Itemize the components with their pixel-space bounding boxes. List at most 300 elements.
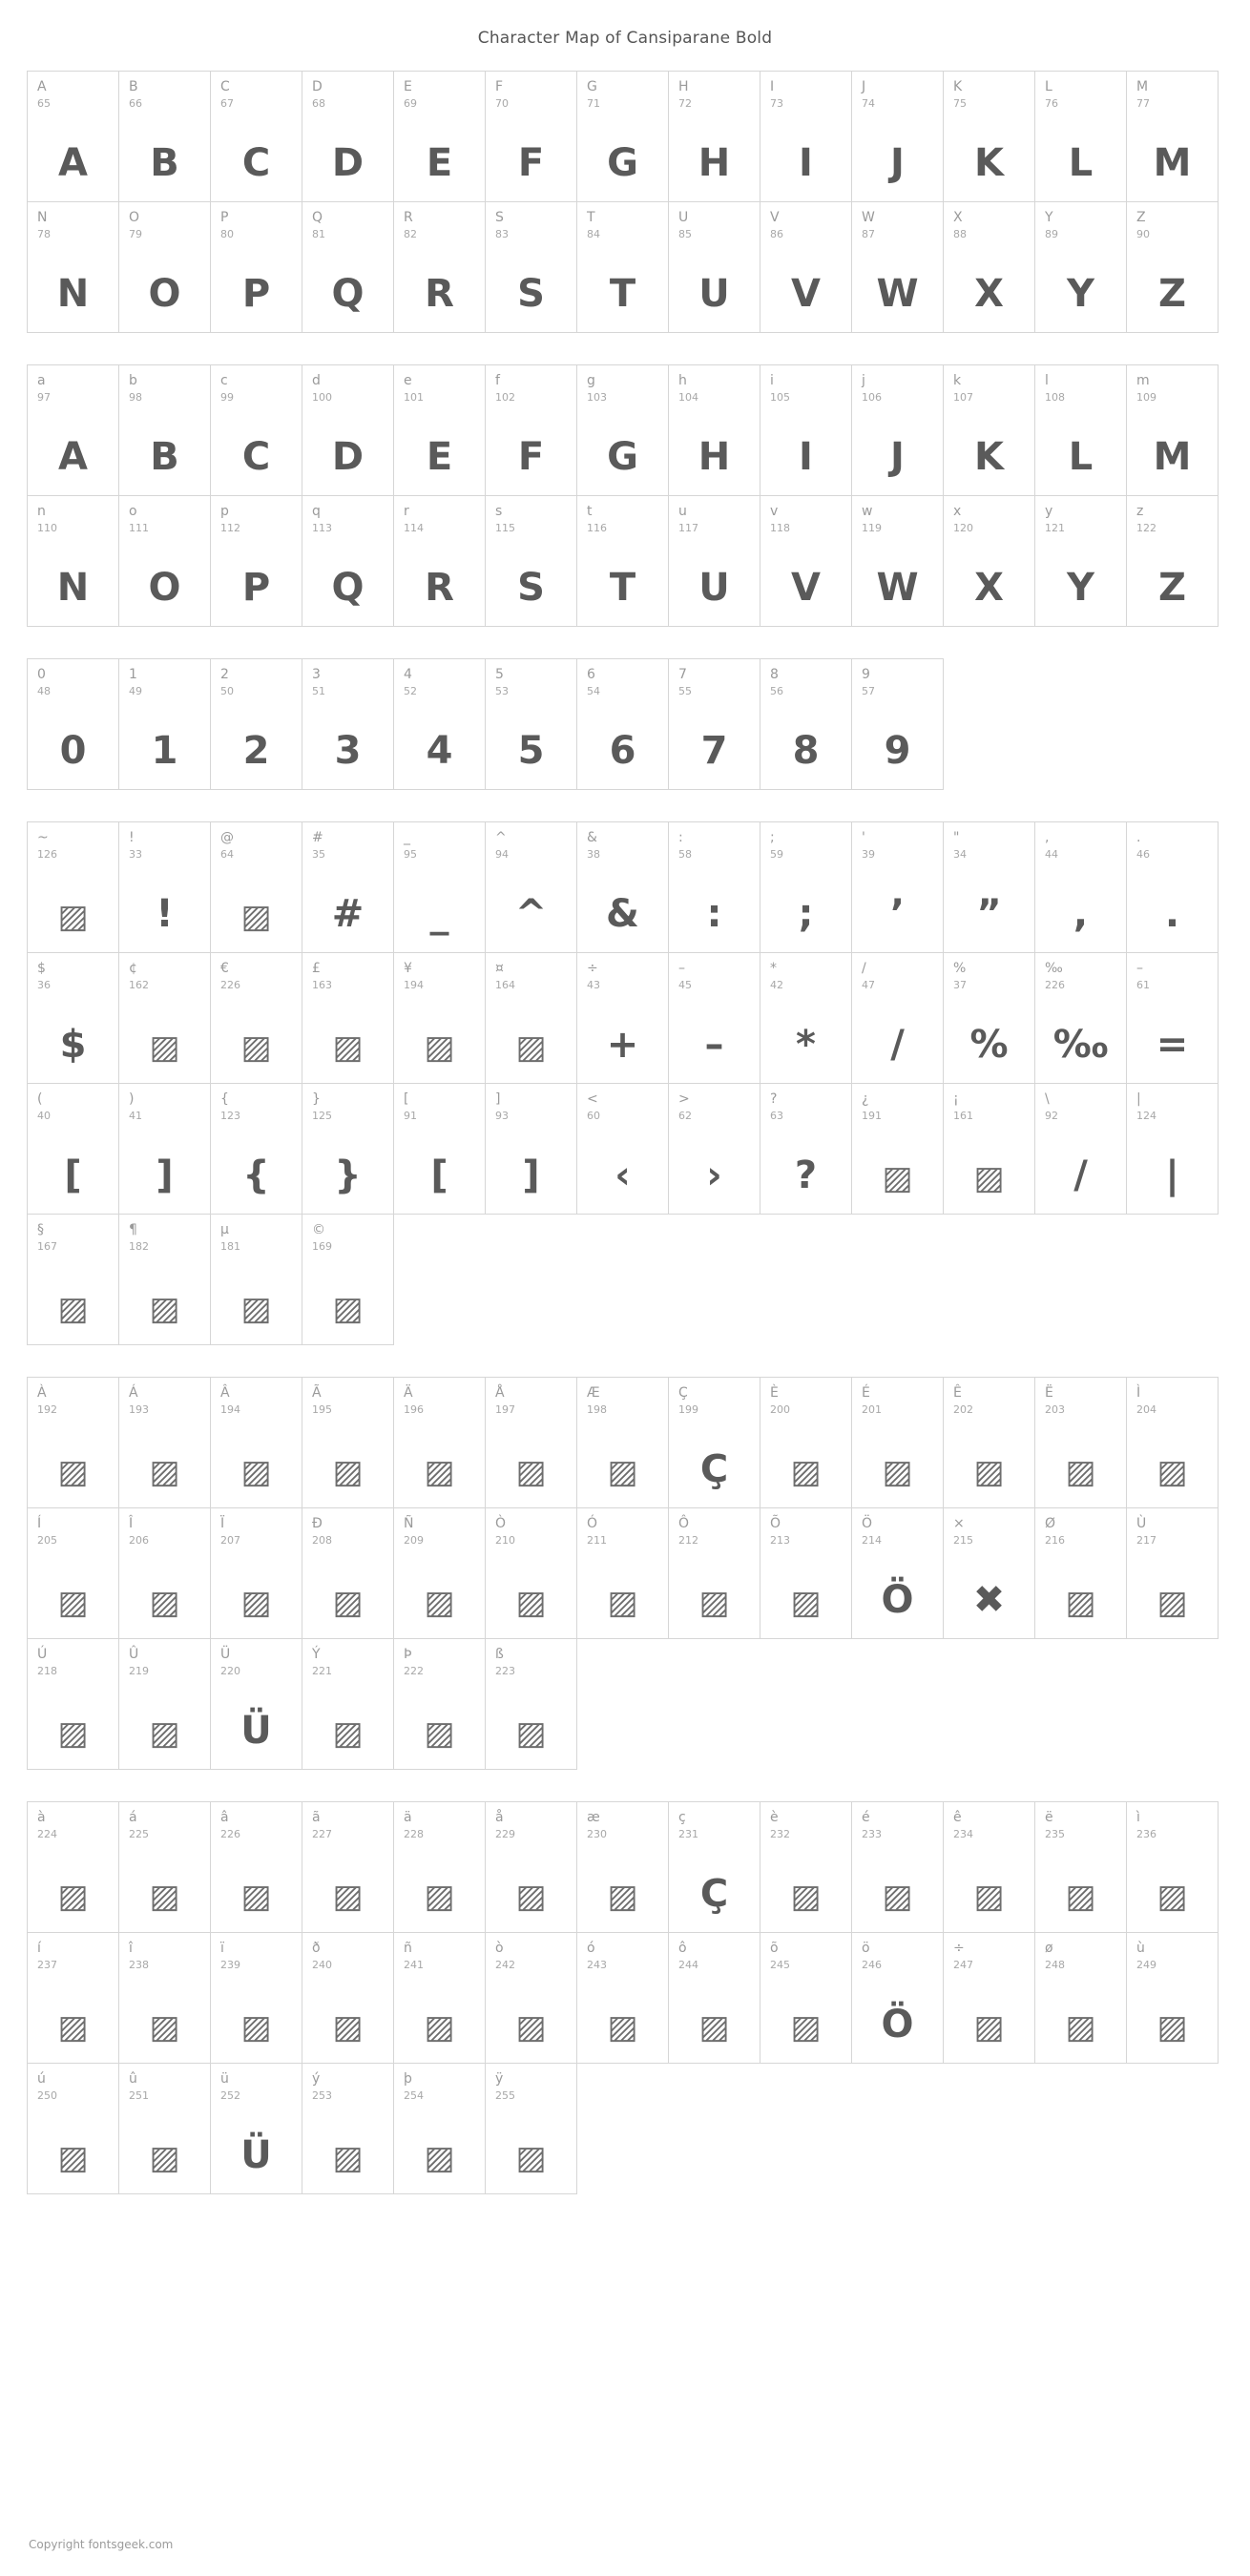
glyph-code-label: 248 xyxy=(1045,1959,1065,1971)
glyph-cell[interactable] xyxy=(668,1507,760,1639)
glyph-code-label: 194 xyxy=(404,979,424,991)
glyph-preview: ^ xyxy=(514,892,548,936)
glyph-preview: 7 xyxy=(700,729,728,773)
glyph-char-label: F xyxy=(495,79,504,94)
glyph-char-label: & xyxy=(587,830,597,845)
glyph-code-label: 169 xyxy=(312,1240,332,1253)
glyph-char-label: x xyxy=(953,504,962,519)
glyph-cell[interactable] xyxy=(27,1801,119,1933)
glyph-cell[interactable] xyxy=(485,2063,577,2194)
glyph-preview: . xyxy=(1164,892,1180,936)
glyph-cell[interactable] xyxy=(302,201,394,333)
glyph-cell[interactable] xyxy=(393,364,486,496)
glyph-char-label: ó xyxy=(587,1941,595,1956)
glyph-cell[interactable] xyxy=(118,364,211,496)
glyph-cell[interactable] xyxy=(118,1932,211,2064)
glyph-char-label: ÷ xyxy=(587,961,598,976)
glyph-cell[interactable] xyxy=(576,364,669,496)
glyph-char-label: Ý xyxy=(312,1647,321,1662)
glyph-cell[interactable] xyxy=(27,71,119,202)
glyph-notdef-icon: ▨ xyxy=(515,2139,547,2177)
glyph-char-label: Ê xyxy=(953,1385,962,1401)
glyph-cell[interactable] xyxy=(485,658,577,790)
glyph-char-label: ‰ xyxy=(1045,961,1063,976)
charmap-row xyxy=(27,1638,1231,1769)
glyph-cell[interactable] xyxy=(851,71,944,202)
glyph-cell[interactable] xyxy=(851,1377,944,1508)
glyph-cell[interactable] xyxy=(943,1801,1035,1933)
glyph-code-label: 91 xyxy=(404,1110,417,1122)
glyph-char-label: Å xyxy=(495,1385,505,1401)
glyph-char-label: @ xyxy=(220,830,234,845)
glyph-char-label: ¡ xyxy=(953,1091,959,1107)
glyph-cell[interactable] xyxy=(485,1507,577,1639)
glyph-cell[interactable] xyxy=(210,364,302,496)
glyph-cell[interactable] xyxy=(210,1214,302,1345)
glyph-notdef-icon: ▨ xyxy=(332,1584,364,1622)
glyph-code-label: 218 xyxy=(37,1665,57,1677)
glyph-cell[interactable] xyxy=(485,821,577,953)
glyph-code-label: 84 xyxy=(587,228,600,240)
glyph-cell[interactable] xyxy=(302,495,394,627)
glyph-char-label: \ xyxy=(1045,1091,1050,1107)
glyph-code-label: 229 xyxy=(495,1828,515,1840)
glyph-cell[interactable] xyxy=(118,201,211,333)
glyph-cell[interactable] xyxy=(943,952,1035,1084)
glyph-cell[interactable] xyxy=(27,1083,119,1215)
glyph-code-label: 100 xyxy=(312,391,332,404)
glyph-notdef-icon: ▨ xyxy=(149,1878,180,1916)
glyph-cell[interactable] xyxy=(760,71,852,202)
glyph-preview: Q xyxy=(331,272,365,316)
glyph-char-label: G xyxy=(587,79,597,94)
glyph-cell[interactable] xyxy=(851,658,944,790)
glyph-cell[interactable] xyxy=(302,364,394,496)
glyph-cell[interactable] xyxy=(393,201,486,333)
page-title: Character Map of Cansiparane Bold xyxy=(477,29,773,48)
glyph-code-label: 233 xyxy=(862,1828,882,1840)
glyph-cell[interactable] xyxy=(210,1801,302,1933)
glyph-notdef-icon: ▨ xyxy=(607,2008,638,2046)
charmap-row xyxy=(27,2063,1231,2193)
glyph-code-label: 46 xyxy=(1136,848,1150,861)
glyph-cell[interactable] xyxy=(576,821,669,953)
glyph-cell[interactable] xyxy=(118,1801,211,1933)
glyph-code-label: 208 xyxy=(312,1534,332,1547)
glyph-code-label: 219 xyxy=(129,1665,149,1677)
charmap-row xyxy=(27,821,1231,952)
glyph-preview: ] xyxy=(156,1153,174,1197)
glyph-code-label: 250 xyxy=(37,2089,57,2102)
glyph-cell[interactable] xyxy=(1126,1801,1219,1933)
glyph-cell[interactable] xyxy=(1126,1083,1219,1215)
glyph-cell[interactable] xyxy=(943,71,1035,202)
glyph-code-label: 223 xyxy=(495,1665,515,1677)
glyph-char-label: n xyxy=(37,504,46,519)
glyph-cell[interactable] xyxy=(1034,495,1127,627)
glyph-cell[interactable] xyxy=(668,821,760,953)
glyph-char-label: : xyxy=(678,830,683,845)
glyph-cell[interactable] xyxy=(27,1507,119,1639)
glyph-cell[interactable] xyxy=(210,1932,302,2064)
glyph-cell[interactable] xyxy=(576,952,669,1084)
glyph-cell[interactable] xyxy=(576,1083,669,1215)
glyph-cell[interactable] xyxy=(485,71,577,202)
glyph-cell[interactable] xyxy=(668,1932,760,2064)
glyph-char-label: × xyxy=(953,1516,965,1531)
glyph-cell[interactable] xyxy=(943,821,1035,953)
glyph-cell[interactable] xyxy=(668,495,760,627)
glyph-cell[interactable] xyxy=(27,952,119,1084)
glyph-cell[interactable] xyxy=(118,2063,211,2194)
glyph-cell[interactable] xyxy=(210,952,302,1084)
glyph-notdef-icon: ▨ xyxy=(607,1453,638,1491)
glyph-cell[interactable] xyxy=(302,952,394,1084)
glyph-cell[interactable] xyxy=(1126,1377,1219,1508)
glyph-preview: Ç xyxy=(699,1447,729,1491)
glyph-char-label: h xyxy=(678,373,687,388)
glyph-cell[interactable] xyxy=(210,1507,302,1639)
glyph-cell[interactable] xyxy=(485,1377,577,1508)
glyph-cell[interactable] xyxy=(210,71,302,202)
glyph-notdef-icon: ▨ xyxy=(607,1584,638,1622)
glyph-cell[interactable] xyxy=(393,1083,486,1215)
glyph-cell[interactable] xyxy=(943,1083,1035,1215)
glyph-code-label: 48 xyxy=(37,685,51,697)
glyph-preview: ! xyxy=(156,892,174,936)
glyph-cell[interactable] xyxy=(210,1638,302,1770)
glyph-cell[interactable] xyxy=(118,952,211,1084)
glyph-cell[interactable] xyxy=(485,201,577,333)
glyph-cell[interactable] xyxy=(1126,1932,1219,2064)
glyph-cell[interactable] xyxy=(576,71,669,202)
glyph-preview: – xyxy=(704,1023,724,1067)
glyph-cell[interactable] xyxy=(27,1214,119,1345)
glyph-cell[interactable] xyxy=(393,1932,486,2064)
glyph-cell[interactable] xyxy=(851,364,944,496)
glyph-cell[interactable] xyxy=(485,1932,577,2064)
glyph-cell[interactable] xyxy=(393,1801,486,1933)
glyph-code-label: 72 xyxy=(678,97,692,110)
glyph-cell[interactable] xyxy=(118,821,211,953)
glyph-cell[interactable] xyxy=(485,1638,577,1770)
glyph-code-label: 216 xyxy=(1045,1534,1065,1547)
glyph-code-label: 55 xyxy=(678,685,692,697)
glyph-char-label: 4 xyxy=(404,667,412,682)
glyph-code-label: 102 xyxy=(495,391,515,404)
glyph-cell[interactable] xyxy=(393,2063,486,2194)
glyph-cell[interactable] xyxy=(210,201,302,333)
glyph-cell[interactable] xyxy=(576,1377,669,1508)
glyph-notdef-icon: ▨ xyxy=(57,1878,89,1916)
glyph-cell[interactable] xyxy=(1126,201,1219,333)
glyph-code-label: 74 xyxy=(862,97,875,110)
glyph-cell[interactable] xyxy=(27,658,119,790)
charmap-row xyxy=(27,71,1231,201)
charmap-row xyxy=(27,495,1231,626)
glyph-code-label: 237 xyxy=(37,1959,57,1971)
glyph-cell[interactable] xyxy=(393,71,486,202)
glyph-cell[interactable] xyxy=(943,364,1035,496)
glyph-cell[interactable] xyxy=(485,364,577,496)
character-map xyxy=(0,71,1250,2193)
glyph-cell[interactable] xyxy=(1034,952,1127,1084)
glyph-notdef-icon: ▨ xyxy=(607,1878,638,1916)
glyph-cell[interactable] xyxy=(760,1932,852,2064)
glyph-char-label: , xyxy=(1045,830,1050,845)
glyph-cell[interactable] xyxy=(118,1083,211,1215)
glyph-code-label: 56 xyxy=(770,685,783,697)
glyph-char-label: Ñ xyxy=(404,1516,414,1531)
glyph-code-label: 124 xyxy=(1136,1110,1156,1122)
glyph-char-label: ù xyxy=(1136,1941,1145,1956)
glyph-notdef-icon: ▨ xyxy=(57,1584,89,1622)
glyph-cell[interactable] xyxy=(943,1507,1035,1639)
glyph-char-label: | xyxy=(1136,1091,1141,1107)
glyph-cell[interactable] xyxy=(1034,1507,1127,1639)
glyph-cell[interactable] xyxy=(302,1377,394,1508)
glyph-cell[interactable] xyxy=(760,1083,852,1215)
glyph-cell[interactable] xyxy=(27,364,119,496)
glyph-cell[interactable] xyxy=(760,1377,852,1508)
glyph-code-label: 209 xyxy=(404,1534,424,1547)
glyph-cell[interactable] xyxy=(1126,821,1219,953)
glyph-preview: C xyxy=(241,141,271,185)
glyph-code-label: 60 xyxy=(587,1110,600,1122)
glyph-cell[interactable] xyxy=(1034,1377,1127,1508)
glyph-cell[interactable] xyxy=(1034,201,1127,333)
glyph-cell[interactable] xyxy=(668,1083,760,1215)
glyph-cell[interactable] xyxy=(118,1507,211,1639)
glyph-cell[interactable] xyxy=(851,1083,944,1215)
glyph-char-label: 9 xyxy=(862,667,870,682)
glyph-code-label: 69 xyxy=(404,97,417,110)
glyph-code-label: 226 xyxy=(220,1828,240,1840)
glyph-cell[interactable] xyxy=(302,658,394,790)
glyph-cell[interactable] xyxy=(668,201,760,333)
glyph-cell[interactable] xyxy=(27,201,119,333)
glyph-cell[interactable] xyxy=(485,1083,577,1215)
glyph-code-label: 49 xyxy=(129,685,142,697)
glyph-cell[interactable] xyxy=(210,1377,302,1508)
charmap-block-accented-uppercase xyxy=(19,1377,1231,1769)
glyph-cell[interactable] xyxy=(760,201,852,333)
glyph-code-label: 162 xyxy=(129,979,149,991)
glyph-cell[interactable] xyxy=(1034,364,1127,496)
glyph-cell[interactable] xyxy=(210,495,302,627)
glyph-cell[interactable] xyxy=(302,1214,394,1345)
glyph-cell[interactable] xyxy=(1126,952,1219,1084)
glyph-preview: L xyxy=(1068,435,1094,479)
glyph-cell[interactable] xyxy=(1034,71,1127,202)
glyph-cell[interactable] xyxy=(851,1932,944,2064)
glyph-cell[interactable] xyxy=(485,952,577,1084)
glyph-code-label: 217 xyxy=(1136,1534,1156,1547)
glyph-preview: # xyxy=(331,892,365,936)
glyph-char-label: t xyxy=(587,504,593,519)
glyph-cell[interactable] xyxy=(118,1377,211,1508)
glyph-char-label: . xyxy=(1136,830,1141,845)
glyph-cell[interactable] xyxy=(393,1377,486,1508)
glyph-code-label: 58 xyxy=(678,848,692,861)
glyph-preview: / xyxy=(890,1023,905,1067)
glyph-char-label: Õ xyxy=(770,1516,781,1531)
glyph-preview: N xyxy=(56,272,90,316)
glyph-preview: H xyxy=(698,141,731,185)
glyph-cell[interactable] xyxy=(943,1932,1035,2064)
glyph-cell[interactable] xyxy=(851,1801,944,1933)
glyph-cell[interactable] xyxy=(760,658,852,790)
glyph-cell[interactable] xyxy=(485,1801,577,1933)
glyph-code-label: 198 xyxy=(587,1403,607,1416)
glyph-cell[interactable] xyxy=(1034,1083,1127,1215)
glyph-cell[interactable] xyxy=(760,821,852,953)
glyph-code-label: 199 xyxy=(678,1403,698,1416)
glyph-char-label: u xyxy=(678,504,687,519)
glyph-cell[interactable] xyxy=(302,2063,394,2194)
glyph-cell[interactable] xyxy=(851,821,944,953)
glyph-char-label: ø xyxy=(1045,1941,1053,1956)
glyph-preview: ? xyxy=(794,1153,818,1197)
glyph-cell[interactable] xyxy=(668,658,760,790)
glyph-cell[interactable] xyxy=(27,1377,119,1508)
glyph-code-label: 78 xyxy=(37,228,51,240)
glyph-cell[interactable] xyxy=(668,1377,760,1508)
glyph-code-label: 201 xyxy=(862,1403,882,1416)
glyph-code-label: 181 xyxy=(220,1240,240,1253)
glyph-char-label: Ú xyxy=(37,1647,48,1662)
glyph-code-label: 119 xyxy=(862,522,882,534)
glyph-cell[interactable] xyxy=(851,495,944,627)
glyph-cell[interactable] xyxy=(27,495,119,627)
glyph-cell[interactable] xyxy=(27,1638,119,1770)
glyph-preview: ] xyxy=(522,1153,540,1197)
glyph-cell[interactable] xyxy=(393,1507,486,1639)
glyph-cell[interactable] xyxy=(302,1932,394,2064)
glyph-cell[interactable] xyxy=(760,952,852,1084)
glyph-code-label: 44 xyxy=(1045,848,1058,861)
glyph-code-label: 33 xyxy=(129,848,142,861)
glyph-char-label: i xyxy=(770,373,774,388)
glyph-cell[interactable] xyxy=(760,495,852,627)
glyph-code-label: 93 xyxy=(495,1110,509,1122)
glyph-code-label: 226 xyxy=(220,979,240,991)
glyph-notdef-icon: ▨ xyxy=(240,898,272,936)
glyph-code-label: 214 xyxy=(862,1534,882,1547)
glyph-code-label: 111 xyxy=(129,522,149,534)
glyph-cell[interactable] xyxy=(576,1507,669,1639)
glyph-char-label: s xyxy=(495,504,503,519)
glyph-cell[interactable] xyxy=(1126,71,1219,202)
glyph-code-label: 86 xyxy=(770,228,783,240)
glyph-cell[interactable] xyxy=(302,1638,394,1770)
glyph-cell[interactable] xyxy=(943,495,1035,627)
glyph-notdef-icon: ▨ xyxy=(332,2139,364,2177)
glyph-cell[interactable] xyxy=(393,1638,486,1770)
glyph-cell[interactable] xyxy=(1126,495,1219,627)
glyph-char-label: Z xyxy=(1136,210,1146,225)
glyph-cell[interactable] xyxy=(668,952,760,1084)
glyph-cell[interactable] xyxy=(27,821,119,953)
glyph-code-label: 221 xyxy=(312,1665,332,1677)
glyph-cell[interactable] xyxy=(943,1377,1035,1508)
glyph-cell[interactable] xyxy=(576,1932,669,2064)
glyph-cell[interactable] xyxy=(760,1801,852,1933)
glyph-cell[interactable] xyxy=(851,1507,944,1639)
glyph-cell[interactable] xyxy=(1126,1507,1219,1639)
glyph-cell[interactable] xyxy=(760,1507,852,1639)
glyph-cell[interactable] xyxy=(118,71,211,202)
glyph-cell[interactable] xyxy=(1034,1801,1127,1933)
glyph-preview: Z xyxy=(1157,272,1186,316)
glyph-cell[interactable] xyxy=(118,1214,211,1345)
glyph-notdef-icon: ▨ xyxy=(57,1290,89,1328)
glyph-cell[interactable] xyxy=(393,495,486,627)
glyph-cell[interactable] xyxy=(27,1932,119,2064)
glyph-cell[interactable] xyxy=(302,1507,394,1639)
glyph-cell[interactable] xyxy=(668,364,760,496)
glyph-cell[interactable] xyxy=(210,821,302,953)
glyph-cell[interactable] xyxy=(302,1801,394,1933)
glyph-preview: } xyxy=(334,1153,362,1197)
glyph-notdef-icon: ▨ xyxy=(149,1584,180,1622)
glyph-cell[interactable] xyxy=(668,1801,760,1933)
glyph-code-label: 53 xyxy=(495,685,509,697)
glyph-code-label: 228 xyxy=(404,1828,424,1840)
glyph-cell[interactable] xyxy=(1126,364,1219,496)
glyph-cell[interactable] xyxy=(668,71,760,202)
glyph-char-label: Q xyxy=(312,210,323,225)
glyph-code-label: 222 xyxy=(404,1665,424,1677)
charmap-row xyxy=(27,1214,1231,1344)
glyph-cell[interactable] xyxy=(485,495,577,627)
glyph-cell[interactable] xyxy=(576,201,669,333)
glyph-cell[interactable] xyxy=(760,364,852,496)
glyph-cell[interactable] xyxy=(210,1083,302,1215)
glyph-code-label: 64 xyxy=(220,848,234,861)
glyph-cell[interactable] xyxy=(302,821,394,953)
glyph-cell[interactable] xyxy=(576,1801,669,1933)
glyph-cell[interactable] xyxy=(27,2063,119,2194)
glyph-cell[interactable] xyxy=(851,201,944,333)
glyph-char-label: e xyxy=(404,373,412,388)
glyph-char-label: ^ xyxy=(495,830,507,845)
glyph-char-label: K xyxy=(953,79,963,94)
glyph-cell[interactable] xyxy=(118,1638,211,1770)
glyph-cell[interactable] xyxy=(393,952,486,1084)
glyph-code-label: 215 xyxy=(953,1534,973,1547)
glyph-cell[interactable] xyxy=(302,1083,394,1215)
glyph-cell[interactable] xyxy=(1034,821,1127,953)
glyph-code-label: 242 xyxy=(495,1959,515,1971)
glyph-cell[interactable] xyxy=(393,821,486,953)
glyph-cell[interactable] xyxy=(118,658,211,790)
glyph-cell[interactable] xyxy=(302,71,394,202)
glyph-cell[interactable] xyxy=(576,658,669,790)
glyph-cell[interactable] xyxy=(1034,1932,1127,2064)
glyph-char-label: ' xyxy=(862,830,865,845)
glyph-cell[interactable] xyxy=(393,658,486,790)
glyph-preview: Q xyxy=(331,566,365,610)
glyph-cell[interactable] xyxy=(210,658,302,790)
glyph-notdef-icon: ▨ xyxy=(790,1878,822,1916)
glyph-cell[interactable] xyxy=(210,2063,302,2194)
glyph-cell[interactable] xyxy=(118,495,211,627)
glyph-code-label: 68 xyxy=(312,97,325,110)
glyph-cell[interactable] xyxy=(943,201,1035,333)
glyph-cell[interactable] xyxy=(851,952,944,1084)
glyph-cell[interactable] xyxy=(576,495,669,627)
